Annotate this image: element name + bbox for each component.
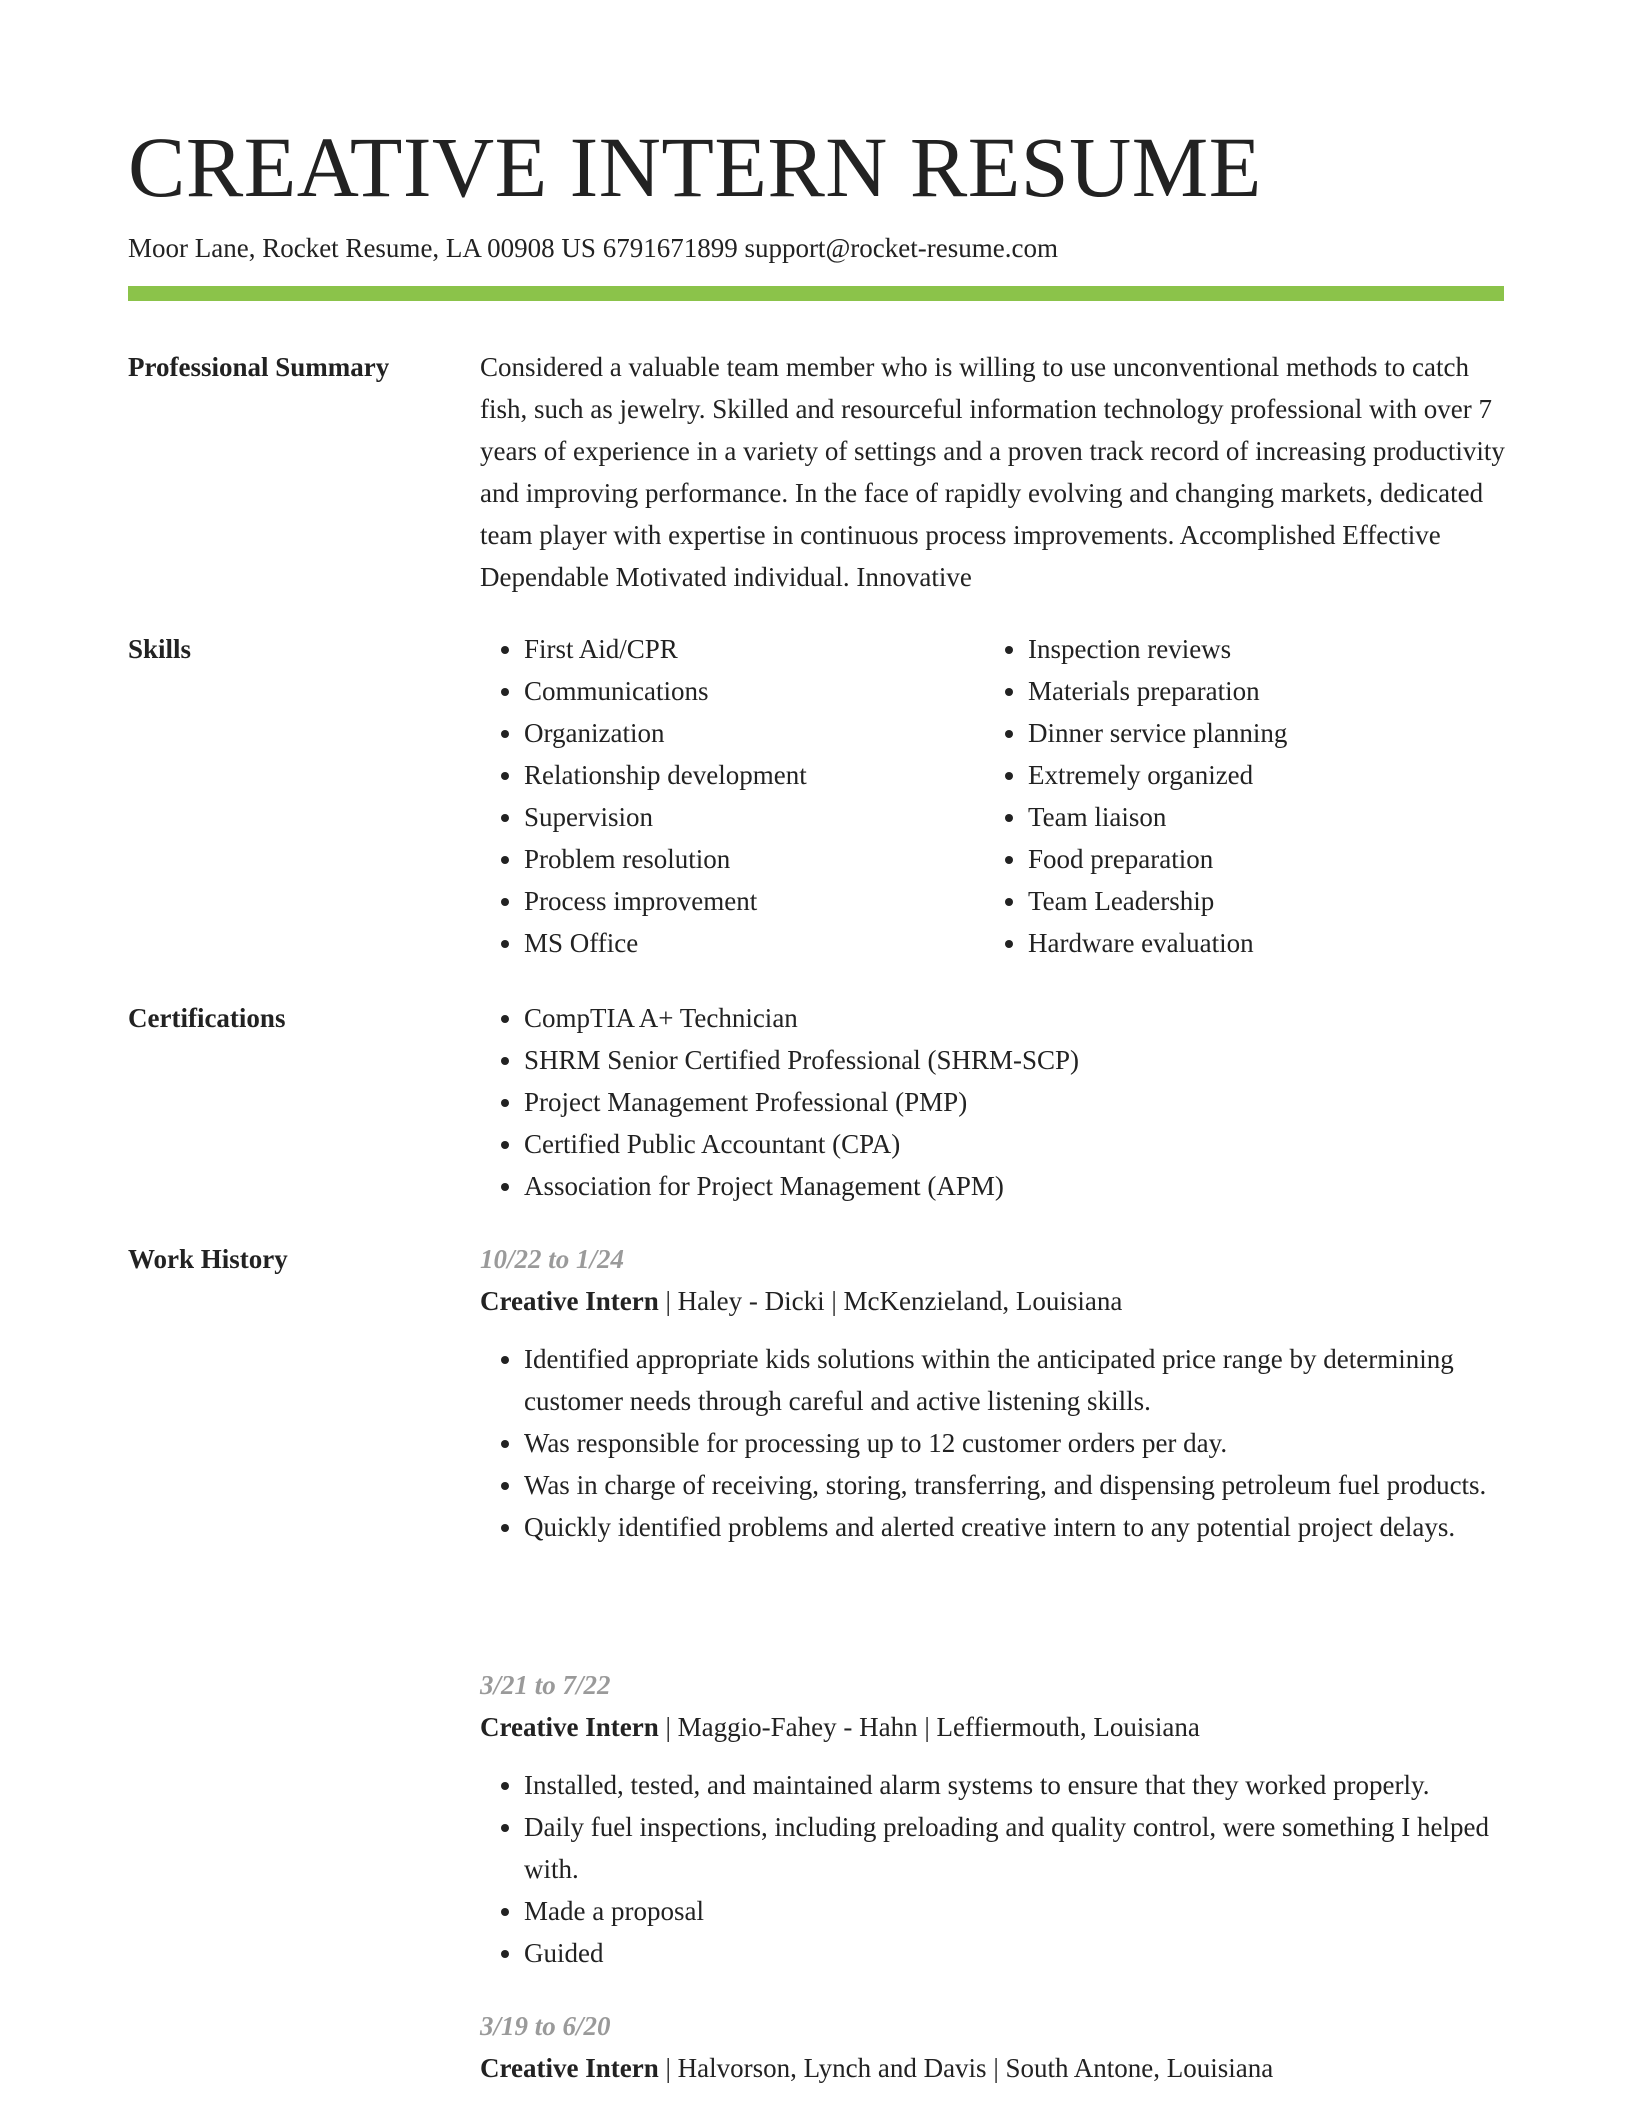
job-bullet: • Daily fuel inspections, including preloading and quality control, were something I helped with. — [524, 1806, 1506, 1890]
contact-line: Moor Lane, Rocket Resume, LA 00908 US 6791671899 support@rocket-resume.com — [128, 233, 1058, 263]
job-entry — [480, 1664, 1506, 1974]
job-entry — [480, 1238, 1506, 1548]
skill-item: • Relationship development — [524, 754, 964, 796]
skill-item: • Communications — [524, 670, 964, 712]
skill-item: • MS Office — [524, 922, 964, 964]
header-divider — [128, 286, 1504, 301]
job-bullets — [480, 1764, 1506, 1974]
certifications-label: Certifications — [128, 1003, 286, 1033]
skill-item: • Materials preparation — [1028, 670, 1528, 712]
certification-item: • Certified Public Accountant (CPA) — [524, 1123, 1550, 1165]
certification-item: • CompTIA A+ Technician — [524, 997, 1550, 1039]
skill-item: • Extremely organized — [1028, 754, 1528, 796]
work-history-label: Work History — [128, 1244, 288, 1274]
job-bullet: • Installed, tested, and maintained alarm systems to ensure that they worked properly. — [524, 1764, 1506, 1806]
job-company-location: | Halvorson, Lynch and Davis | South Antone, Louisiana — [658, 2053, 1274, 2083]
skill-item: • Organization — [524, 712, 964, 754]
skill-item: • Hardware evaluation — [1028, 922, 1528, 964]
skill-item: • Inspection reviews — [1028, 628, 1528, 670]
job-company-location: | Haley - Dicki | McKenzieland, Louisiana — [658, 1286, 1123, 1316]
skills-list-left — [480, 628, 964, 964]
job-bullet: • Identified appropriate kids solutions within the anticipated price range by determining customer needs through careful and active listening skills. — [524, 1338, 1506, 1422]
resume-title: CREATIVE INTERN RESUME — [128, 119, 1262, 215]
skill-item: • Dinner service planning — [1028, 712, 1528, 754]
job-role-line — [480, 2047, 1506, 2089]
job-dates: 10/22 to 1/24 — [480, 1244, 625, 1274]
job-bullet: • Was responsible for processing up to 12 customer orders per day. — [524, 1422, 1506, 1464]
job-bullet: • Was in charge of receiving, storing, transferring, and dispensing petroleum fuel products. — [524, 1464, 1506, 1506]
job-bullet: • Guided — [524, 1932, 1506, 1974]
job-position: Creative Intern — [480, 1286, 659, 1316]
job-position: Creative Intern — [480, 1712, 659, 1742]
certifications-list — [480, 997, 1550, 1207]
job-bullet: • Made a proposal — [524, 1890, 1506, 1932]
skills-label: Skills — [128, 634, 192, 664]
job-dates: 3/19 to 6/20 — [480, 2011, 611, 2041]
job-entry — [480, 2005, 1506, 2089]
skill-item: • First Aid/CPR — [524, 628, 964, 670]
skill-item: • Food preparation — [1028, 838, 1528, 880]
skill-item: • Problem resolution — [524, 838, 964, 880]
job-company-location: | Maggio-Fahey - Hahn | Leffiermouth, Louisiana — [658, 1712, 1200, 1742]
job-position: Creative Intern — [480, 2053, 659, 2083]
job-role-line — [480, 1706, 1506, 1748]
certification-item: • Association for Project Management (APM) — [524, 1165, 1550, 1207]
summary-label: Professional Summary — [128, 352, 390, 382]
job-bullet: • Quickly identified problems and alerted creative intern to any potential project delays. — [524, 1506, 1506, 1548]
skill-item: • Team Leadership — [1028, 880, 1528, 922]
certification-item: • Project Management Professional (PMP) — [524, 1081, 1550, 1123]
job-role-line — [480, 1280, 1506, 1322]
skill-item: • Process improvement — [524, 880, 964, 922]
skill-item: • Team liaison — [1028, 796, 1528, 838]
certification-item: • SHRM Senior Certified Professional (SHRM-SCP) — [524, 1039, 1550, 1081]
skills-list-right — [984, 628, 1528, 964]
job-bullets — [480, 1338, 1506, 1548]
skill-item: • Supervision — [524, 796, 964, 838]
summary-text: Considered a valuable team member who is willing to use unconventional methods to catch fish, such as jewelry. Skilled and resourceful information technology professional with over 7 years of experience in a variety of settings and a proven track record of increasing productivity and improving performance. In the face of rapidly evolving and changing markets, dedicated team player with expertise in continuous process improvements. Accomplished Effective Dependable Motivated individual. Innovative — [480, 352, 1505, 592]
job-dates: 3/21 to 7/22 — [480, 1670, 611, 1700]
